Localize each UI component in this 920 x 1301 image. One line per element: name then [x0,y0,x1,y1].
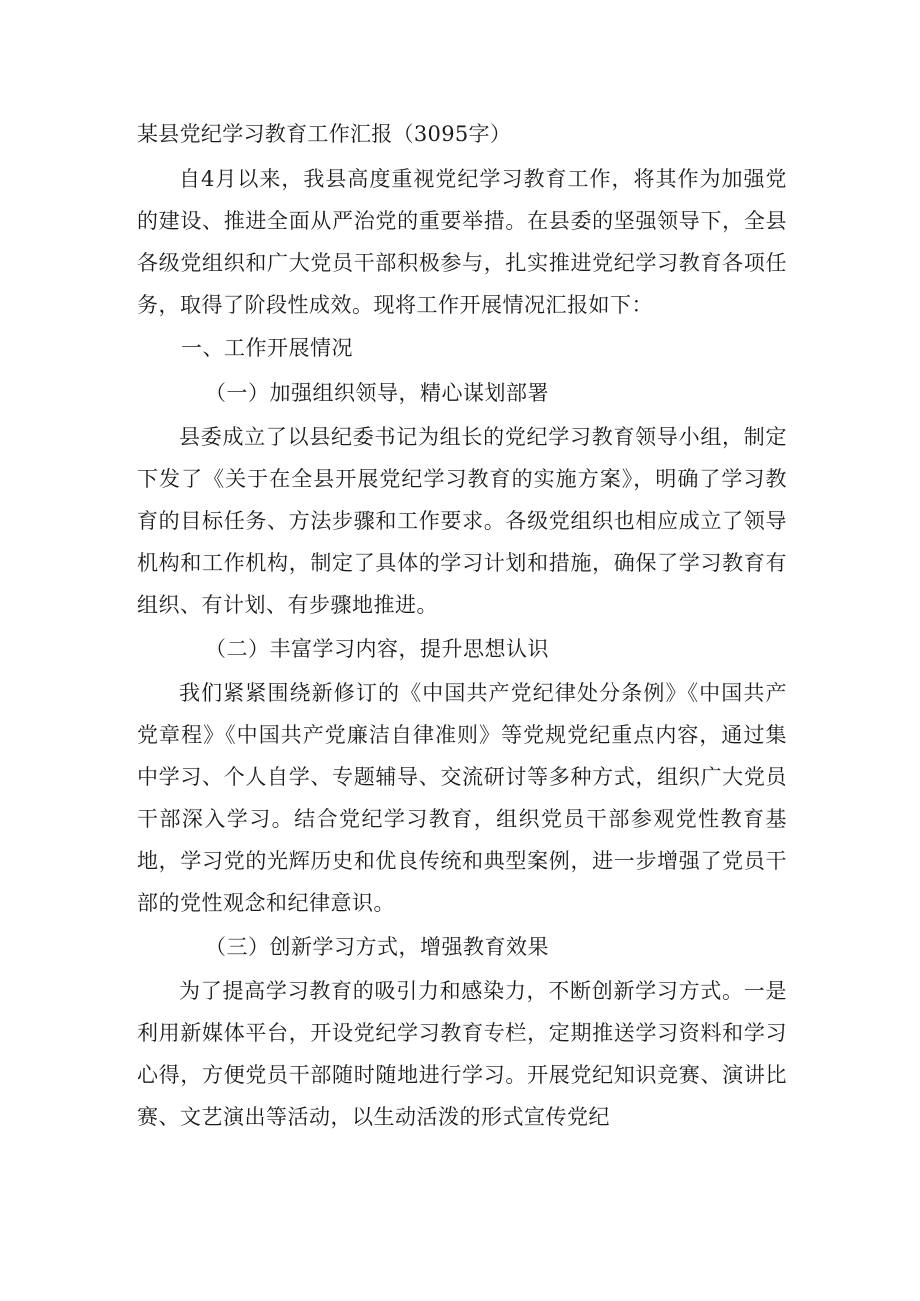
document-body [137,110,787,1138]
intro-paragraph: 自4月以来，我县高度重视党纪学习教育工作，将其作为加强党的建设、推进全面从严治党的重要举措。在县委的坚强领导下，全县各级党组织和广大党员干部积极参与，扎实推进党纪学习教育各项任务，取得了阶段性成效。现将工作开展情况汇报如下： [137,167,787,317]
document-title: 某县党纪学习教育工作汇报（3095字） [137,122,512,146]
subsection-body-methods: 为了提高学习教育的吸引力和感染力，不断创新学习方式。一是利用新媒体平台，开设党纪学习教育专栏，定期推送学习资料和学习心得，方便党员干部随时随地进行学习。开展党纪知识竞赛、演讲比赛、文艺演出等活动，以生动活泼的形式宣传党纪 [137,979,787,1129]
subsection-heading-content: （二）丰富学习内容，提升思想认识 [205,637,549,661]
subsection-body-organization: 县委成立了以县纪委书记为组长的党纪学习教育领导小组，制定下发了《关于在全县开展党纪学习教育的实施方案》，明确了学习教育的目标任务、方法步骤和工作要求。各级党组织也相应成立了领导机构和工作机构，制定了具体的学习计划和措施，确保了学习教育有组织、有计划、有步骤地推进。 [137,425,787,617]
subsection-heading-organization: （一）加强组织领导，精心谋划部署 [205,381,549,405]
subsection-body-content: 我们紧紧围绕新修订的《中国共产党纪律处分条例》《中国共产党章程》《中国共产党廉洁自律准则》等党规党纪重点内容，通过集中学习、个人自学、专题辅导、交流研讨等多种方式，组织广大党员干部深入学习。结合党纪学习教育，组织党员干部参观党性教育基地，学习党的光辉历史和优良传统和典型案例，进一步增强了党员干部的党性观念和纪律意识。 [137,681,787,915]
subsection-heading-methods: （三）创新学习方式，增强教育效果 [205,935,549,959]
section-heading-work-situation: 一、工作开展情况 [181,336,353,360]
